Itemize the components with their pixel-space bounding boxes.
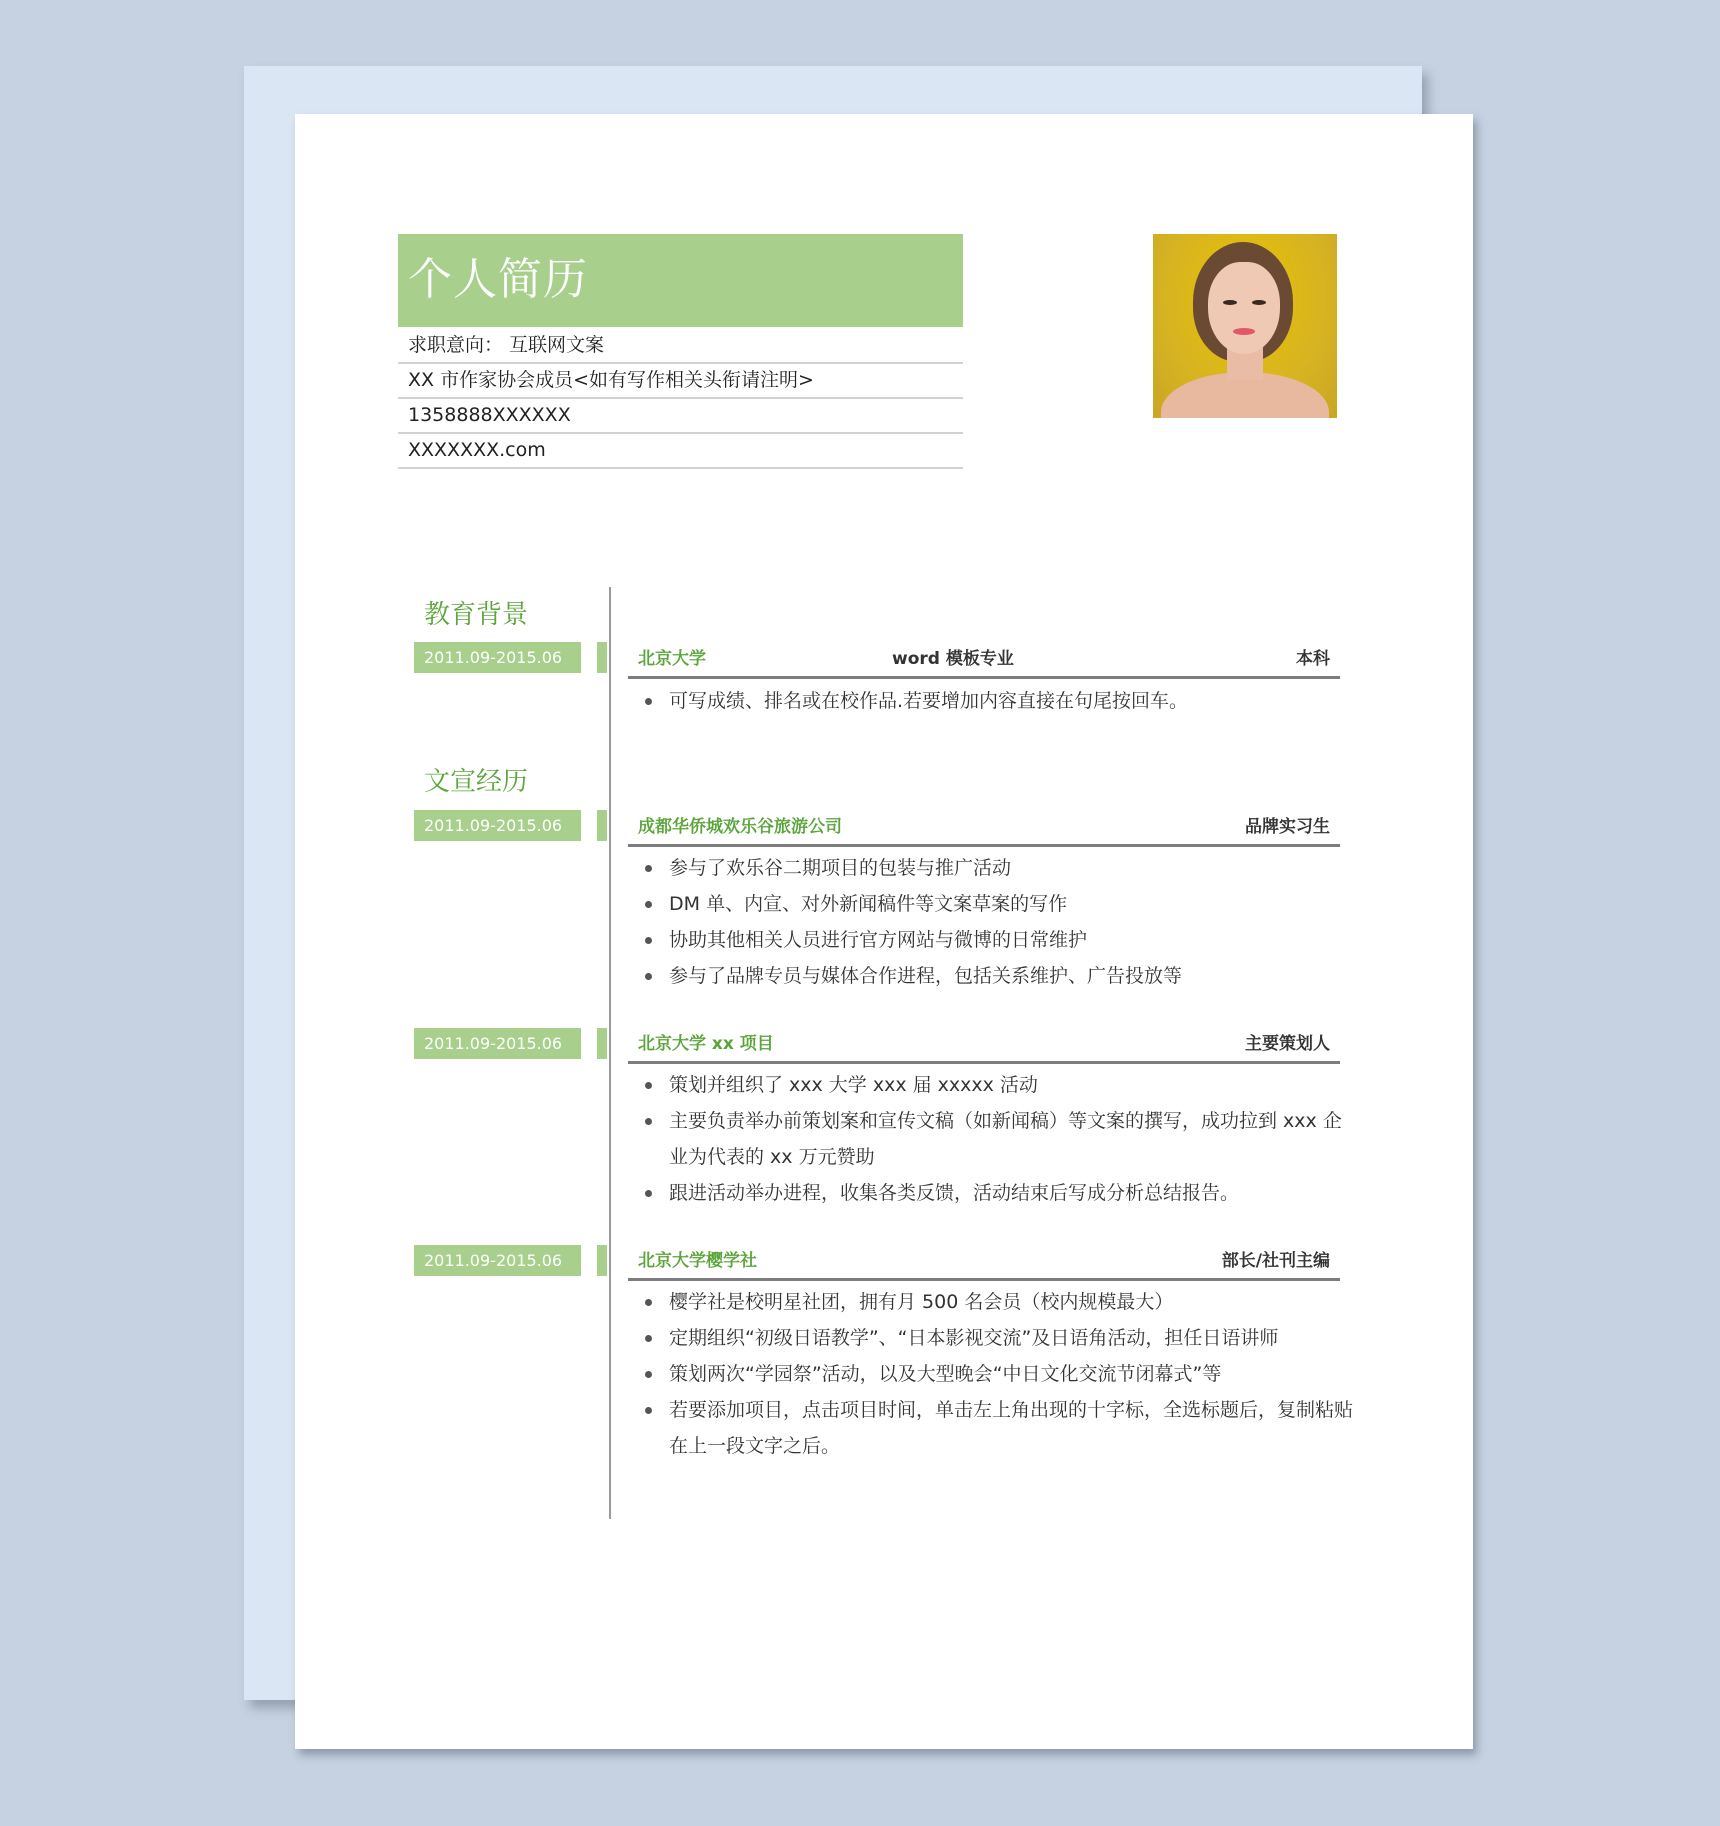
bullet-item: 参与了品牌专员与媒体合作进程，包括关系维护、广告投放等 bbox=[640, 958, 1360, 994]
bullet-item: 协助其他相关人员进行官方网站与微博的日常维护 bbox=[640, 922, 1360, 958]
email-text: XXXXXXX.com bbox=[408, 439, 546, 461]
entry-role: 主要策划人 bbox=[1245, 1034, 1330, 1054]
date-badge: 2011.09-2015.06 bbox=[414, 1245, 581, 1276]
entry-org: 成都华侨城欢乐谷旅游公司 bbox=[638, 817, 842, 837]
timeline-divider bbox=[609, 587, 611, 1519]
photo-eye-left bbox=[1223, 300, 1237, 305]
entry-header bbox=[628, 1244, 1340, 1281]
job-intention-text: 求职意向： 互联网文案 bbox=[408, 334, 605, 356]
entry-bullets bbox=[640, 683, 1360, 719]
section-title-experience: 文宣经历 bbox=[424, 767, 529, 797]
title-row bbox=[398, 363, 963, 399]
photo-lips bbox=[1233, 328, 1255, 335]
phone-text: 1358888XXXXXX bbox=[408, 404, 571, 426]
entry-role: 本科 bbox=[1296, 649, 1330, 669]
date-badge: 2011.09-2015.06 bbox=[414, 810, 581, 841]
entry-bullets bbox=[640, 850, 1360, 994]
entry-role: 部长/社刊主编 bbox=[1221, 1251, 1330, 1271]
entry-header bbox=[628, 810, 1340, 847]
bullet-item: 若要添加项目，点击项目时间，单击左上角出现的十字标，全选标题后，复制粘贴在上一段文字之后。 bbox=[640, 1392, 1360, 1464]
entry-header bbox=[628, 642, 1340, 679]
bullet-item: 跟进活动举办进程，收集各类反馈，活动结束后写成分析总结报告。 bbox=[640, 1175, 1360, 1211]
entry-org: 北京大学 xx 项目 bbox=[638, 1034, 774, 1054]
entry-role: 品牌实习生 bbox=[1245, 817, 1330, 837]
portrait-photo bbox=[1153, 234, 1337, 418]
entry-org: 北京大学樱学社 bbox=[638, 1251, 757, 1271]
entry-bullets bbox=[640, 1284, 1360, 1464]
bullet-item: 策划并组织了 xxx 大学 xxx 届 xxxxx 活动 bbox=[640, 1067, 1360, 1103]
entry-bullets bbox=[640, 1067, 1360, 1211]
job-intention-row bbox=[398, 328, 963, 364]
photo-eye-right bbox=[1252, 300, 1266, 305]
photo-face bbox=[1208, 262, 1280, 354]
timeline-marker bbox=[597, 1028, 607, 1059]
bullet-item: 樱学社是校明星社团，拥有月 500 名会员（校内规模最大） bbox=[640, 1284, 1360, 1320]
timeline-marker bbox=[597, 810, 607, 841]
date-badge: 2011.09-2015.06 bbox=[414, 642, 581, 673]
section-title-education: 教育背景 bbox=[424, 600, 529, 630]
entry-major: word 模板专业 bbox=[892, 649, 1014, 669]
entry-header bbox=[628, 1027, 1340, 1064]
bullet-item: 策划两次“学园祭”活动，以及大型晚会“中日文化交流节闭幕式”等 bbox=[640, 1356, 1360, 1392]
timeline-marker bbox=[597, 1245, 607, 1276]
bullet-item: 定期组织“初级日语教学”、“日本影视交流”及日语角活动，担任日语讲师 bbox=[640, 1320, 1360, 1356]
bullet-item: DM 单、内宣、对外新闻稿件等文案草案的写作 bbox=[640, 886, 1360, 922]
page-title: 个人简历 bbox=[408, 254, 588, 305]
phone-row bbox=[398, 398, 963, 434]
bullet-item: 参与了欢乐谷二期项目的包装与推广活动 bbox=[640, 850, 1360, 886]
entry-org: 北京大学 bbox=[638, 649, 706, 669]
bullet-item: 主要负责举办前策划案和宣传文稿（如新闻稿）等文案的撰写，成功拉到 xxx 企业为代表的 xx 万元赞助 bbox=[640, 1103, 1360, 1175]
date-badge: 2011.09-2015.06 bbox=[414, 1028, 581, 1059]
email-row bbox=[398, 433, 963, 469]
timeline-marker bbox=[597, 642, 607, 673]
bullet-item: 可写成绩、排名或在校作品.若要增加内容直接在句尾按回车。 bbox=[640, 683, 1360, 719]
title-text: XX 市作家协会成员<如有写作相关头衔请注明> bbox=[408, 369, 814, 391]
